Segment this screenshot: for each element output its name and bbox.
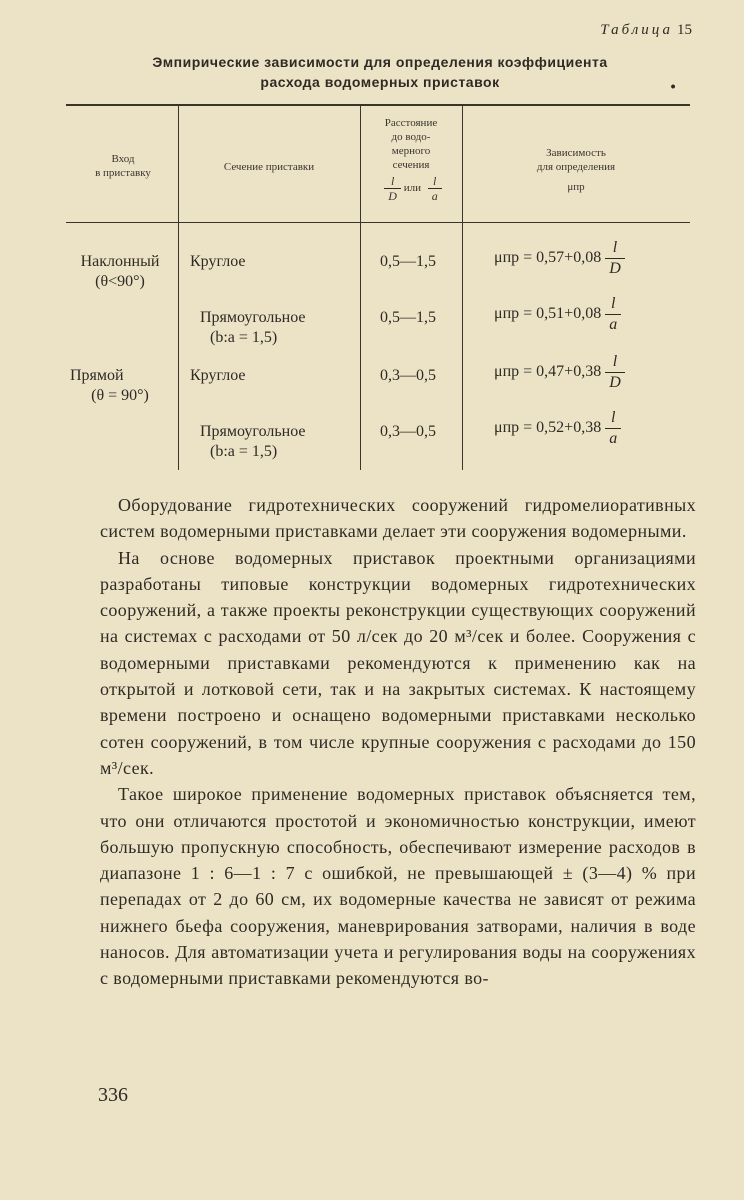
table-top-rule: [66, 104, 690, 106]
header-entry: Вход в приставку: [95, 153, 151, 179]
row-1-range: 0,5—1,5: [380, 253, 436, 270]
row-4-formula: μпр = 0,52+0,38 $\frac{l}{a}$: [494, 408, 621, 449]
column-divider-3: [462, 106, 463, 470]
table-label: [600, 22, 692, 39]
row-3-entry: Прямой (θ = 90°): [70, 367, 149, 404]
paragraph-2: На основе водомерных приставок проектными организациями разработаны типовые конструкции водомерных гидротехнических сооружений, а также проекты реконструкции существующих сооружений на системах с расходами от 50 л/сек до 20 м³/сек и более. Сооружения с водомерными приставками рекомендуются к применению как на открытой и лотковой сети, так и на закрытых системах. К настоящему времени построено и оснащено водомерными приставками несколько сотен сооружений, в том числе крупные сооружения с расходами до 150 м³/сек.: [100, 547, 696, 778]
caption-line-1: Эмпирические зависимости для определения коэффициента: [152, 54, 608, 70]
row-4-range: 0,3—0,5: [380, 423, 436, 440]
table-header-rule: [66, 222, 690, 223]
caption-mark: •: [670, 78, 676, 94]
table-number: 15: [677, 22, 692, 38]
paragraph-1: Оборудование гидротехнических сооружений гидромелиоративных систем водомерными приставками делает эти сооружения водомерными.: [100, 495, 696, 542]
header-distance: Расстояние до водо- мерного сечения $\frac{l}{D}$ или $\frac{l}{a}$: [362, 116, 460, 203]
paragraph-3: Такое широкое применение водомерных приставок объясняется тем, что они отличаются простотой и экономичностью конструкции, имеют большую пропускную способность, обеспечивают измерение расходов в диапазоне 1 : 6—1 : 7 с ошибкой, не превышающей ± (3—4) % при перепадах от 2 до 60 см, их водомерные качества не зависят от режима нижнего бьефа сооружения, маневрирования затворами, наличия в воде наносов. Для автоматизации учета и регулирования воды на сооружениях с водомерными приставками рекомендуются во-: [100, 784, 696, 989]
row-3-section: Круглое: [190, 367, 246, 384]
row-2-range: 0,5—1,5: [380, 309, 436, 326]
table-word: Таблица: [600, 22, 673, 38]
caption-line-2: расхода водомерных приставок: [260, 74, 500, 90]
row-1-formula: μпр = 0,57+0,08 $\frac{l}{D}$: [494, 238, 625, 279]
row-1-section: Круглое: [190, 253, 246, 270]
row-2-section: Прямоугольное (b:a = 1,5): [200, 309, 306, 346]
row-1-entry: Наклонный (θ<90°): [80, 253, 160, 290]
row-4-section: Прямоугольное (b:a = 1,5): [200, 423, 306, 460]
body-text: [100, 492, 696, 992]
table-caption: [90, 52, 676, 94]
row-2-formula: μпр = 0,51+0,08 $\frac{l}{a}$: [494, 294, 621, 335]
header-dependency: Зависимость для определения μпр: [536, 147, 616, 193]
page-number: 336: [98, 1084, 128, 1106]
row-3-formula: μпр = 0,47+0,38 $\frac{l}{D}$: [494, 352, 625, 393]
column-divider-2: [360, 106, 361, 470]
header-section: Сечение приставки: [223, 161, 315, 173]
column-divider-1: [178, 106, 179, 470]
row-3-range: 0,3—0,5: [380, 367, 436, 384]
